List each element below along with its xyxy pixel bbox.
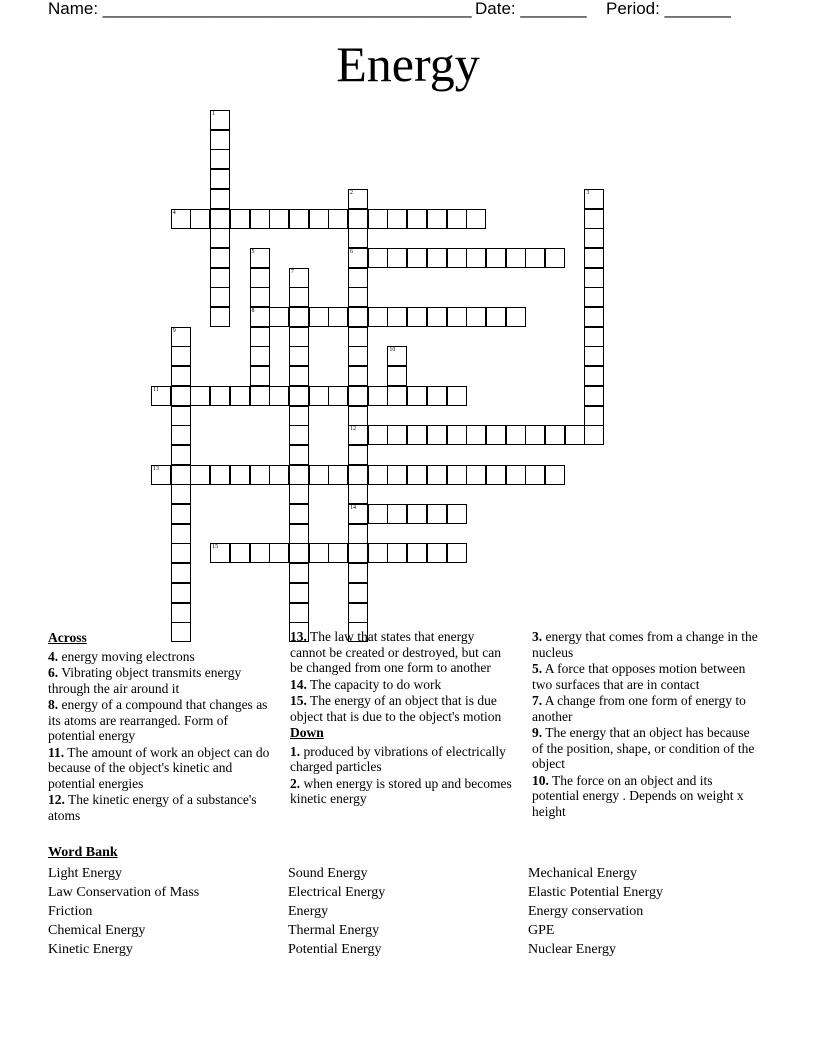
grid-cell[interactable] [151, 386, 171, 406]
clue [48, 649, 278, 665]
grid-cell[interactable] [584, 406, 604, 426]
grid-cell[interactable] [387, 504, 407, 524]
grid-cell[interactable] [250, 327, 270, 347]
grid-cell[interactable] [387, 307, 407, 327]
grid-cell[interactable] [387, 248, 407, 268]
name-field[interactable]: Name: _______________________________________ [48, 0, 472, 18]
clue-text: energy of a compound that changes as its atoms are rearranged. Form of potential energy [48, 697, 268, 743]
clue [290, 744, 512, 775]
grid-cell[interactable] [506, 425, 526, 445]
page-title: Energy [336, 36, 480, 92]
grid-cell[interactable] [545, 248, 565, 268]
grid-cell[interactable] [447, 543, 467, 563]
grid-cell[interactable] [171, 603, 191, 623]
grid-cell[interactable] [250, 465, 270, 485]
clue-number: 2 [350, 189, 353, 196]
grid-cell[interactable] [368, 386, 388, 406]
grid-cell[interactable] [545, 465, 565, 485]
clue-number: 7 [290, 268, 294, 275]
grid-cell[interactable] [289, 287, 309, 307]
grid-cell[interactable] [289, 445, 309, 465]
grid-cell[interactable] [289, 406, 309, 426]
clue-number: 13. [290, 629, 307, 644]
grid-cell[interactable] [348, 189, 368, 209]
grid-cell[interactable] [407, 386, 427, 406]
grid-cell[interactable] [447, 386, 467, 406]
grid-cell[interactable] [230, 386, 250, 406]
grid-cell[interactable] [407, 209, 427, 229]
grid-cell[interactable] [269, 209, 289, 229]
grid-cell[interactable] [250, 386, 270, 406]
clue-number: 9. [532, 725, 543, 740]
grid-cell[interactable] [584, 307, 604, 327]
grid-cell[interactable] [289, 504, 309, 524]
clue-text: Vibrating object transmits energy through the air around it [48, 665, 242, 696]
clue-text: produced by vibrations of electrically charged particles [290, 743, 506, 774]
grid-cell[interactable] [427, 386, 447, 406]
grid-cell[interactable] [348, 386, 368, 406]
grid-cell[interactable] [171, 327, 191, 347]
grid-cell[interactable] [447, 465, 467, 485]
grid-cell[interactable] [269, 386, 289, 406]
word-bank-item: Potential Energy [288, 942, 382, 957]
grid-cell[interactable] [506, 307, 526, 327]
grid-cell[interactable] [210, 386, 230, 406]
grid-cell[interactable] [210, 307, 230, 327]
clue-number: 7. [532, 693, 543, 708]
clues-column-1 [48, 629, 278, 824]
clue [48, 665, 278, 696]
clue-number: 4. [48, 648, 59, 664]
clue [290, 776, 512, 807]
grid-cell[interactable] [289, 543, 309, 563]
grid-cell[interactable] [466, 465, 486, 485]
grid-cell[interactable] [328, 307, 348, 327]
grid-cell[interactable] [171, 484, 191, 504]
clue-number: 11. [48, 744, 65, 760]
clue-text: The kinetic energy of a substance's atoms [48, 792, 257, 823]
grid-cell[interactable] [387, 209, 407, 229]
grid-cell[interactable] [171, 209, 191, 229]
grid-cell[interactable] [289, 209, 309, 229]
grid-cell[interactable] [387, 543, 407, 563]
grid-cell[interactable] [348, 209, 368, 229]
word-bank-column-1 [48, 864, 199, 959]
grid-cell[interactable] [289, 268, 309, 288]
word-bank-item: Chemical Energy [48, 923, 146, 938]
grid-cell[interactable] [466, 425, 486, 445]
grid-cell[interactable] [210, 268, 230, 288]
grid-cell[interactable] [289, 603, 309, 623]
grid-cell[interactable] [171, 386, 191, 406]
grid-cell[interactable] [171, 425, 191, 445]
period-field[interactable]: Period: _______ [606, 0, 731, 18]
grid-cell[interactable] [171, 524, 191, 544]
grid-cell[interactable] [171, 366, 191, 386]
grid-cell[interactable] [171, 445, 191, 465]
grid-cell[interactable] [250, 248, 270, 268]
clues-column-3 [532, 629, 762, 820]
grid-cell[interactable] [584, 327, 604, 347]
grid-cell[interactable] [486, 248, 506, 268]
clue [48, 792, 278, 823]
clues-column-2 [290, 629, 512, 808]
grid-cell[interactable] [190, 386, 210, 406]
grid-cell[interactable] [348, 543, 368, 563]
clue-number: 3. [532, 629, 543, 644]
clue-number: 9 [172, 327, 176, 334]
grid-cell[interactable] [447, 248, 467, 268]
clue-text: The law that states that energy cannot be created or destroyed, but can be changed from one form to another [290, 629, 502, 675]
grid-cell[interactable] [368, 425, 388, 445]
grid-cell[interactable] [348, 268, 368, 288]
clue-number: 1. [290, 743, 301, 759]
grid-cell[interactable] [565, 425, 585, 445]
clue-number: 15 [212, 544, 219, 551]
grid-cell[interactable] [171, 465, 191, 485]
clue-text: The force on an object and its potential energy . Depends on weight x height [532, 772, 744, 819]
word-bank-item: Energy [288, 904, 329, 919]
word-bank-item: Mechanical Energy [528, 866, 637, 881]
grid-cell[interactable] [368, 307, 388, 327]
word-bank-item: Nuclear Energy [528, 942, 616, 957]
grid-cell[interactable] [584, 346, 604, 366]
clue-number: 12. [48, 792, 65, 807]
grid-cell[interactable] [151, 465, 171, 485]
grid-cell[interactable] [328, 543, 348, 563]
grid-cell[interactable] [447, 425, 467, 445]
clue-number: 15. [290, 693, 307, 708]
grid-cell[interactable] [368, 543, 388, 563]
grid-cell[interactable] [289, 307, 309, 327]
clue-number: 6 [350, 248, 353, 255]
grid-cell[interactable] [447, 209, 467, 229]
grid-cell[interactable] [328, 209, 348, 229]
grid-cell[interactable] [427, 504, 447, 524]
word-bank-item: Energy conservation [528, 904, 644, 919]
grid-cell[interactable] [250, 346, 270, 366]
clue-text: The amount of work an object can do because of the object's kinetic and potential energies [48, 744, 270, 791]
grid-cell[interactable] [210, 189, 230, 209]
grid-cell[interactable] [348, 563, 368, 583]
word-bank-item: Friction [48, 904, 93, 919]
grid-cell[interactable] [348, 248, 368, 268]
grid-cell[interactable] [584, 248, 604, 268]
clue-text: The capacity to do work [306, 676, 442, 692]
clue-text: energy moving electrons [58, 648, 195, 664]
clue-number: 11 [153, 386, 159, 393]
grid-cell[interactable] [447, 307, 467, 327]
grid-cell[interactable] [348, 524, 368, 544]
clue [532, 629, 762, 660]
grid-cell[interactable] [348, 465, 368, 485]
grid-cell[interactable] [210, 110, 230, 130]
clue [532, 773, 762, 820]
clue-text: energy that comes from a change in the nucleus [532, 629, 758, 660]
grid-cell[interactable] [289, 465, 309, 485]
word-bank-item: Kinetic Energy [48, 942, 133, 957]
clue-text: A change from one form of energy to another [532, 693, 746, 724]
grid-cell[interactable] [210, 465, 230, 485]
grid-cell[interactable] [348, 504, 368, 524]
clue-number: 5 [251, 248, 255, 255]
grid-cell[interactable] [387, 425, 407, 445]
grid-cell[interactable] [486, 425, 506, 445]
grid-cell[interactable] [210, 130, 230, 150]
grid-cell[interactable] [387, 346, 407, 366]
grid-cell[interactable] [230, 209, 250, 229]
word-bank-item: Sound Energy [288, 866, 368, 881]
grid-cell[interactable] [171, 563, 191, 583]
clue-number: 1 [212, 111, 216, 117]
grid-cell[interactable] [289, 327, 309, 347]
clue [290, 629, 512, 676]
grid-cell[interactable] [486, 307, 506, 327]
grid-cell[interactable] [348, 425, 368, 445]
grid-cell[interactable] [387, 465, 407, 485]
clue-number: 14. [290, 676, 307, 692]
grid-cell[interactable] [466, 209, 486, 229]
clue-text: when energy is stored up and becomes kinetic energy [290, 775, 512, 806]
grid-cell[interactable] [250, 209, 270, 229]
grid-cell[interactable] [210, 169, 230, 189]
clue-number: 10 [389, 347, 396, 354]
grid-cell[interactable] [447, 504, 467, 524]
word-bank-heading: Word Bank [48, 845, 118, 860]
grid-cell[interactable] [230, 543, 250, 563]
clue [48, 697, 278, 744]
grid-cell[interactable] [466, 248, 486, 268]
grid-cell[interactable] [309, 543, 329, 563]
across-heading: Across [48, 630, 87, 645]
grid-cell[interactable] [171, 543, 191, 563]
grid-cell[interactable] [407, 465, 427, 485]
word-bank-item: Light Energy [48, 866, 123, 881]
grid-cell[interactable] [171, 583, 191, 603]
grid-cell[interactable] [289, 366, 309, 386]
clue-number: 6. [48, 665, 59, 680]
grid-cell[interactable] [584, 268, 604, 288]
grid-cell[interactable] [269, 465, 289, 485]
grid-cell[interactable] [407, 504, 427, 524]
grid-cell[interactable] [210, 287, 230, 307]
grid-cell[interactable] [387, 386, 407, 406]
grid-cell[interactable] [171, 504, 191, 524]
date-field[interactable]: Date: _______ [475, 0, 587, 18]
grid-cell[interactable] [348, 346, 368, 366]
clue-number: 4 [172, 209, 176, 216]
grid-cell[interactable] [348, 228, 368, 248]
grid-cell[interactable] [427, 465, 447, 485]
grid-cell[interactable] [525, 465, 545, 485]
grid-cell[interactable] [545, 425, 565, 445]
grid-cell[interactable] [584, 287, 604, 307]
grid-cell[interactable] [407, 307, 427, 327]
clue-number: 8 [251, 308, 255, 314]
grid-cell[interactable] [289, 484, 309, 504]
grid-cell[interactable] [250, 287, 270, 307]
grid-cell[interactable] [289, 425, 309, 445]
grid-cell[interactable] [407, 425, 427, 445]
grid-cell[interactable] [289, 386, 309, 406]
clue-text: The energy of an object that is due object that is due to the object's motion [290, 693, 502, 724]
grid-cell[interactable] [525, 425, 545, 445]
grid-cell[interactable] [427, 307, 447, 327]
grid-cell[interactable] [289, 583, 309, 603]
grid-cell[interactable] [348, 484, 368, 504]
clue [532, 725, 762, 772]
grid-cell[interactable] [427, 425, 447, 445]
word-bank-item: GPE [528, 923, 555, 938]
clue-text: A force that opposes motion between two surfaces that are in contact [532, 661, 746, 692]
grid-cell[interactable] [506, 465, 526, 485]
clue-number: 2. [290, 775, 301, 791]
grid-cell[interactable] [348, 327, 368, 347]
grid-cell[interactable] [348, 603, 368, 623]
clue-number: 5. [532, 661, 543, 676]
grid-cell[interactable] [289, 346, 309, 366]
clue-text: The energy that an object has because of the position, shape, or condition of the object [532, 725, 755, 771]
grid-cell[interactable] [210, 209, 230, 229]
grid-cell[interactable] [427, 543, 447, 563]
word-bank-column-3 [528, 864, 663, 959]
grid-cell[interactable] [190, 465, 210, 485]
grid-cell[interactable] [348, 406, 368, 426]
grid-cell[interactable] [348, 287, 368, 307]
grid-cell[interactable] [368, 248, 388, 268]
grid-cell[interactable] [427, 209, 447, 229]
grid-cell[interactable] [328, 465, 348, 485]
down-heading: Down [290, 725, 324, 740]
grid-cell[interactable] [250, 307, 270, 327]
grid-cell[interactable] [584, 209, 604, 229]
grid-cell[interactable] [210, 149, 230, 169]
clue [290, 677, 512, 693]
word-bank-item: Thermal Energy [288, 923, 380, 938]
grid-cell[interactable] [368, 209, 388, 229]
clue-number: 10. [532, 772, 549, 788]
grid-cell[interactable] [210, 248, 230, 268]
grid-cell[interactable] [309, 307, 329, 327]
grid-cell[interactable] [407, 543, 427, 563]
clue-number: 13 [153, 465, 159, 472]
clue-number: 8. [48, 697, 59, 712]
grid-cell[interactable] [250, 543, 270, 563]
grid-cell[interactable] [269, 543, 289, 563]
grid-cell[interactable] [171, 406, 191, 426]
clue-number: 12 [350, 426, 356, 433]
clue [532, 661, 762, 692]
grid-cell[interactable] [506, 248, 526, 268]
grid-cell[interactable] [486, 465, 506, 485]
grid-cell[interactable] [210, 543, 230, 563]
grid-cell[interactable] [250, 268, 270, 288]
grid-cell[interactable] [525, 248, 545, 268]
clue [532, 693, 762, 724]
grid-cell[interactable] [289, 563, 309, 583]
grid-cell[interactable] [230, 465, 250, 485]
grid-cell[interactable] [348, 445, 368, 465]
grid-cell[interactable] [309, 465, 329, 485]
clue-number: 3 [586, 189, 590, 196]
grid-cell[interactable] [466, 307, 486, 327]
grid-cell[interactable] [387, 366, 407, 386]
word-bank-item: Electrical Energy [288, 885, 386, 900]
grid-cell[interactable] [368, 504, 388, 524]
grid-cell[interactable] [328, 386, 348, 406]
word-bank-item: Law Conservation of Mass [48, 885, 200, 900]
word-bank-column-2 [288, 864, 385, 959]
clue [48, 745, 278, 792]
grid-cell[interactable] [584, 425, 604, 445]
grid-cell[interactable] [210, 228, 230, 248]
grid-cell[interactable] [269, 307, 289, 327]
grid-cell[interactable] [584, 228, 604, 248]
grid-cell[interactable] [584, 189, 604, 209]
grid-cell[interactable] [368, 465, 388, 485]
grid-cell[interactable] [309, 209, 329, 229]
grid-cell[interactable] [348, 583, 368, 603]
grid-cell[interactable] [348, 307, 368, 327]
grid-cell[interactable] [250, 366, 270, 386]
grid-cell[interactable] [348, 366, 368, 386]
grid-cell[interactable] [190, 209, 210, 229]
grid-cell[interactable] [309, 386, 329, 406]
grid-cell[interactable] [427, 248, 447, 268]
grid-cell[interactable] [171, 346, 191, 366]
grid-cell[interactable] [289, 524, 309, 544]
clue [290, 693, 512, 724]
grid-cell[interactable] [584, 366, 604, 386]
grid-cell[interactable] [584, 386, 604, 406]
clue-number: 14 [350, 505, 356, 511]
grid-cell[interactable] [407, 248, 427, 268]
word-bank-item: Elastic Potential Energy [528, 885, 664, 900]
